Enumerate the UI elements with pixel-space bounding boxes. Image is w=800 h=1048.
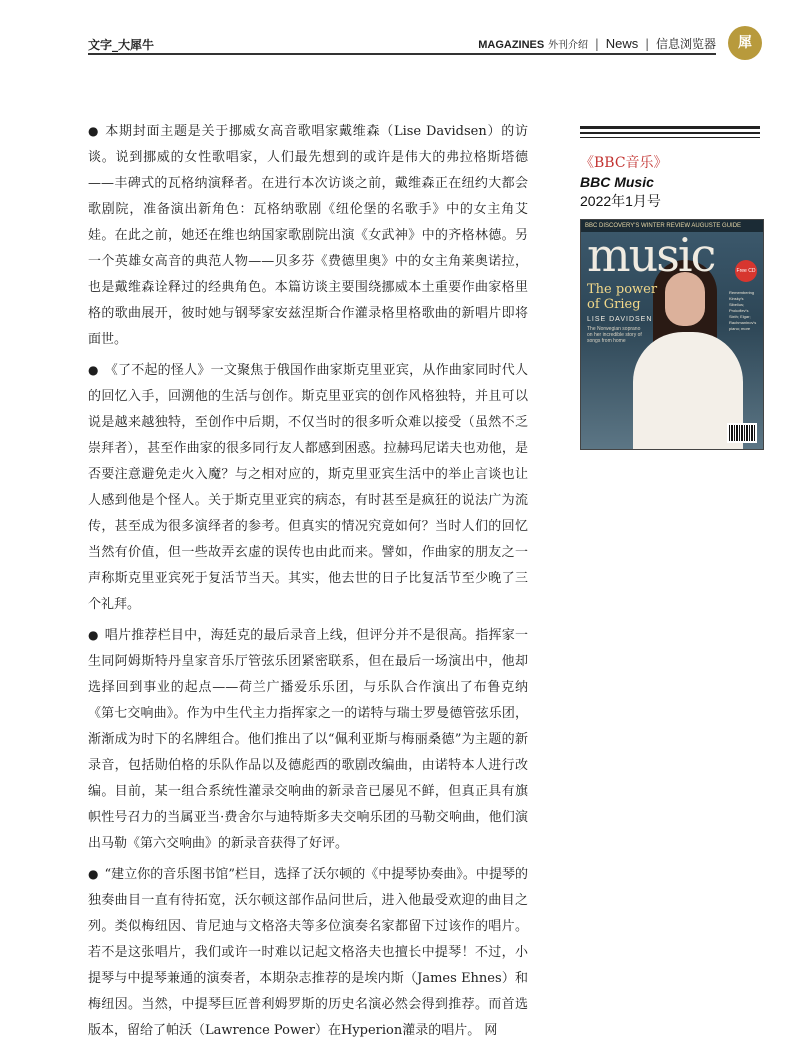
cover-desc: The Norwegian soprano on her incredible story of songs from home <box>587 326 642 344</box>
cover-headline: The power of Grieg <box>587 282 658 312</box>
news-cn-label: 信息浏览器 <box>655 37 716 51</box>
page-header <box>88 30 716 54</box>
paragraph: ● 本期封面主题是关于挪威女高音歌唱家戴维森（Lise Davidsen）的访谈。说到挪威的女性歌唱家，人们最先想到的或许是伟大的弗拉格斯塔德——丰碑式的瓦格纳演释者。在进行本次访谈之前，戴维森正在纽约大都会歌剧院，准备演出新角色：瓦格纳歌剧《纽伦堡的名歌手》中的女主角艾娃。在此之前，她还在维也纳国家歌剧院出演《女武神》中的齐格林德。另一个英雄女高音的典范人物——贝多芬《费德里奥》中的女主角莱奥诺拉，也是戴维森诠释过的经典角色。本篇访谈主要围绕挪威本土重要作曲家格里格的歌曲展开，彼时她与钢琴家安兹涅斯合作灌录格里格歌曲的新唱片即将面世。 <box>88 124 528 347</box>
section-label: 文字_大犀牛 <box>88 38 155 52</box>
magazine-name-cn: 《BBC音乐》 <box>580 155 668 171</box>
header-nav <box>478 35 716 52</box>
sidebar-rules <box>580 126 760 138</box>
cover-topbar: BBC DISCOVERY'S WINTER REVIEW AUGUSTE GUIDE <box>581 220 764 232</box>
barcode-icon <box>727 423 757 443</box>
magazine-name-en: BBC Music <box>580 174 654 190</box>
magazines-label: MAGAZINES <box>478 39 545 51</box>
bullet-icon: ● <box>88 124 100 138</box>
rhino-logo-icon: 犀 <box>728 26 762 60</box>
bullet-icon: ● <box>88 628 99 642</box>
cover-masthead: music <box>587 228 715 282</box>
header-rule <box>88 53 716 55</box>
article-body <box>88 118 528 1048</box>
magazine-sidebar <box>580 126 760 450</box>
news-label: News <box>605 36 639 51</box>
magazine-cover-image <box>580 219 764 450</box>
divider: | <box>645 37 650 51</box>
magazines-cn-label: 外刊介绍 <box>548 40 589 51</box>
magazine-issue: 2022年1月号 <box>580 193 661 209</box>
cover-artist: LISE DAVIDSEN <box>587 316 653 323</box>
paragraph: ● “建立你的音乐图书馆”栏目，选择了沃尔顿的《中提琴协奏曲》。中提琴的独奏曲目一直有待拓宽，沃尔顿这部作品问世后，进入他最受欢迎的曲目之列。类似梅纽因、肯尼迪与文格洛夫等多位演奏名家都留下过该作的唱片。若不是这张唱片，我们或许一时难以记起文格洛夫也擅长中提琴！不过，小提琴与中提琴兼通的演奏者，本期杂志推荐的是埃内斯（James Ehnes）和梅纽因。当然，中提琴巨匠普利姆罗斯的历史名演必然会得到推荐。而首选版本，留给了帕沃（Lawrence Power）在Hyperion灌录的唱片。 网 <box>88 867 528 1038</box>
bullet-icon: ● <box>88 363 99 377</box>
paragraph: ● 唱片推荐栏目中，海廷克的最后录音上线，但评分并不是很高。指挥家一生同阿姆斯特丹皇家音乐厅管弦乐团紧密联系，但在最后一场演出中，他却选择回到事业的起点——荷兰广播爱乐乐团，与乐队合作演出了布鲁克纳《第七交响曲》。作为中生代主力指挥家之一的诺特与瑞士罗曼德管弦乐团，渐渐成为时下的名牌组合。他们推出了以“佩利亚斯与梅丽桑德”为主题的新录音，包括勋伯格的乐队作品以及德彪西的歌剧改编曲，由诺特本人进行改编。目前，某一组合系统性灌录交响曲的新录音已屡见不鲜，但真正具有旗帜性号召力的当属亚当·费舍尔与迪特斯多夫交响乐团的马勒交响曲，他们演出马勒《第六交响曲》的新录音获得了好评。 <box>88 628 528 851</box>
bullet-icon: ● <box>88 867 99 881</box>
cover-side-text: Remembering Kinsky's Sibelius; Prokofiev's Sixth; Elgar; Rachmaninov's piano; more <box>729 290 757 331</box>
cover-badge: Free CD <box>735 260 757 282</box>
paragraph: ● 《了不起的怪人》一文聚焦于俄国作曲家斯克里亚宾，从作曲家同时代人的回忆入手，回溯他的生活与创作。斯克里亚宾的创作风格独特，并且可以说是越来越独特，至创作中后期，不仅当时的很多听众难以接受（虽然不乏崇拜者），甚至作曲家的很多同行友人都感到困惑。拉赫玛尼诺夫也劝他，是否要注意避免走火入魔？与之相对应的，斯克里亚宾生活中的举止言谈也让人感到他是个怪人。关于斯克里亚宾的病态，有时甚至是疯狂的说法广为流传，甚至成为很多演绎者的参考。但真实的情况究竟如何？当时人们的回忆当然有价值，但一些故弄玄虚的误传也由此而来。譬如，作曲家的朋友之一声称斯克里亚宾死于复活节当天。其实，他去世的日子比复活节至少晚了三个礼拜。 <box>88 363 528 612</box>
divider: | <box>594 37 599 51</box>
